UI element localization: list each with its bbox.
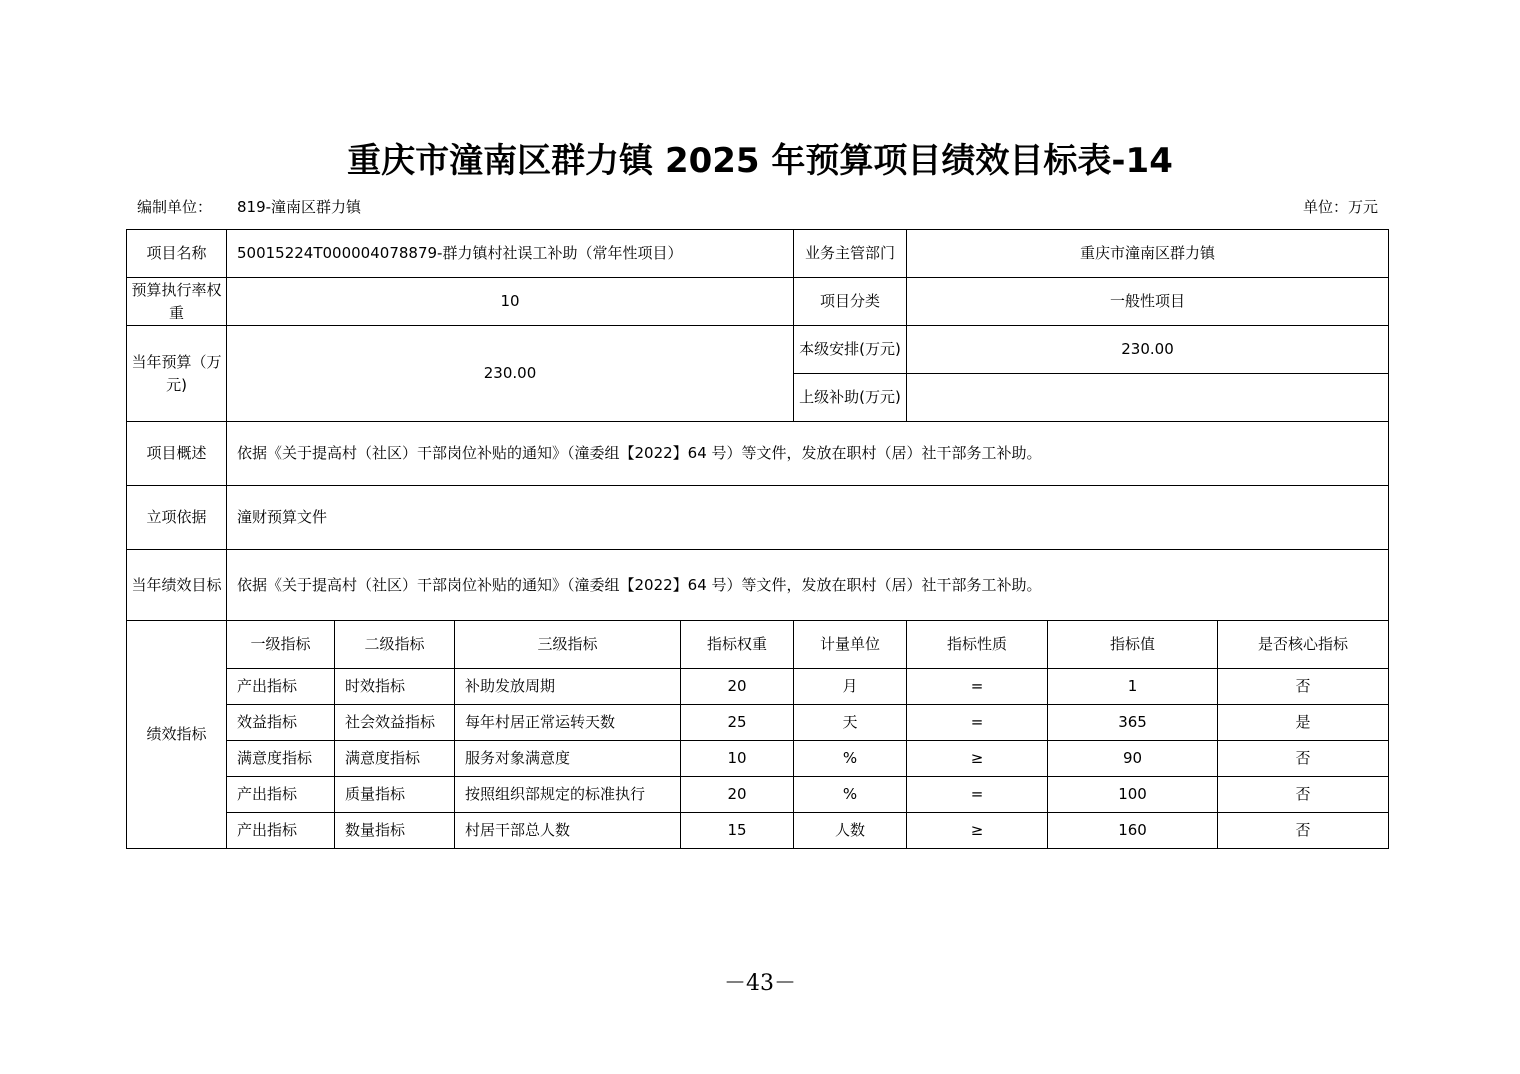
table-row xyxy=(127,813,1389,849)
indicators-section-label: 绩效指标 xyxy=(127,621,227,849)
core-cell: 否 xyxy=(1218,777,1389,813)
unit-cell: % xyxy=(794,777,907,813)
value-cell: 365 xyxy=(1048,705,1218,741)
value-cell: 1 xyxy=(1048,669,1218,705)
weight-cell: 15 xyxy=(681,813,794,849)
table-row xyxy=(127,705,1389,741)
weight-value: 10 xyxy=(227,278,794,326)
column-header: 指标权重 xyxy=(681,621,794,669)
core-cell: 是 xyxy=(1218,705,1389,741)
budget-value: 230.00 xyxy=(227,326,794,422)
level1-cell: 产出指标 xyxy=(227,813,335,849)
column-header: 二级指标 xyxy=(335,621,455,669)
upper-subsidy-label: 上级补助(万元) xyxy=(794,374,907,422)
level3-cell: 村居干部总人数 xyxy=(455,813,681,849)
value-cell: 100 xyxy=(1048,777,1218,813)
unit-cell: 人数 xyxy=(794,813,907,849)
level1-cell: 满意度指标 xyxy=(227,741,335,777)
basis-label: 立项依据 xyxy=(127,486,227,550)
nature-cell: ≥ xyxy=(907,813,1048,849)
category-value: 一般性项目 xyxy=(907,278,1389,326)
unit-cell: 天 xyxy=(794,705,907,741)
project-name-value: 50015224T000004078879-群力镇村社误工补助（常年性项目） xyxy=(227,230,794,278)
nature-cell: = xyxy=(907,777,1048,813)
level3-cell: 每年村居正常运转天数 xyxy=(455,705,681,741)
unit-cell: % xyxy=(794,741,907,777)
level3-cell: 补助发放周期 xyxy=(455,669,681,705)
table-row xyxy=(127,777,1389,813)
core-cell: 否 xyxy=(1218,741,1389,777)
project-name-label: 项目名称 xyxy=(127,230,227,278)
weight-cell: 20 xyxy=(681,777,794,813)
local-budget-label: 本级安排(万元) xyxy=(794,326,907,374)
level3-cell: 按照组织部规定的标准执行 xyxy=(455,777,681,813)
compiling-unit-value: 819-潼南区群力镇 xyxy=(237,198,362,216)
core-cell: 否 xyxy=(1218,669,1389,705)
dept-label: 业务主管部门 xyxy=(794,230,907,278)
level2-cell: 满意度指标 xyxy=(335,741,455,777)
upper-subsidy-value xyxy=(907,374,1389,422)
local-budget-value: 230.00 xyxy=(907,326,1389,374)
weight-cell: 25 xyxy=(681,705,794,741)
level2-cell: 社会效益指标 xyxy=(335,705,455,741)
nature-cell: = xyxy=(907,705,1048,741)
level1-cell: 产出指标 xyxy=(227,777,335,813)
compiling-unit xyxy=(137,196,361,217)
category-label: 项目分类 xyxy=(794,278,907,326)
weight-cell: 10 xyxy=(681,741,794,777)
weight-label: 预算执行率权重 xyxy=(127,278,227,326)
nature-cell: ≥ xyxy=(907,741,1048,777)
table-row xyxy=(127,741,1389,777)
nature-cell: = xyxy=(907,669,1048,705)
column-header: 三级指标 xyxy=(455,621,681,669)
budget-label: 当年预算（万元) xyxy=(127,326,227,422)
performance-table xyxy=(126,229,1389,849)
goal-label: 当年绩效目标 xyxy=(127,550,227,621)
value-cell: 160 xyxy=(1048,813,1218,849)
level2-cell: 时效指标 xyxy=(335,669,455,705)
column-header: 指标值 xyxy=(1048,621,1218,669)
unit-cell: 月 xyxy=(794,669,907,705)
core-cell: 否 xyxy=(1218,813,1389,849)
table-row xyxy=(127,669,1389,705)
overview-value: 依据《关于提高村（社区）干部岗位补贴的通知》（潼委组【2022】64 号）等文件，发放在职村（居）社干部务工补助。 xyxy=(227,422,1389,486)
weight-cell: 20 xyxy=(681,669,794,705)
compiling-unit-label: 编制单位： xyxy=(137,198,213,216)
level1-cell: 产出指标 xyxy=(227,669,335,705)
level3-cell: 服务对象满意度 xyxy=(455,741,681,777)
level2-cell: 数量指标 xyxy=(335,813,455,849)
page-title: 重庆市潼南区群力镇 2025 年预算项目绩效目标表-14 xyxy=(347,141,1173,181)
column-header: 是否核心指标 xyxy=(1218,621,1389,669)
column-header: 指标性质 xyxy=(907,621,1048,669)
page-number: －43－ xyxy=(724,971,796,996)
goal-value: 依据《关于提高村（社区）干部岗位补贴的通知》（潼委组【2022】64 号）等文件，发放在职村（居）社干部务工补助。 xyxy=(227,550,1389,621)
value-cell: 90 xyxy=(1048,741,1218,777)
currency-unit: 单位：万元 xyxy=(1302,198,1378,216)
column-header: 一级指标 xyxy=(227,621,335,669)
level1-cell: 效益指标 xyxy=(227,705,335,741)
column-header: 计量单位 xyxy=(794,621,907,669)
dept-value: 重庆市潼南区群力镇 xyxy=(907,230,1389,278)
level2-cell: 质量指标 xyxy=(335,777,455,813)
overview-label: 项目概述 xyxy=(127,422,227,486)
basis-value: 潼财预算文件 xyxy=(227,486,1389,550)
